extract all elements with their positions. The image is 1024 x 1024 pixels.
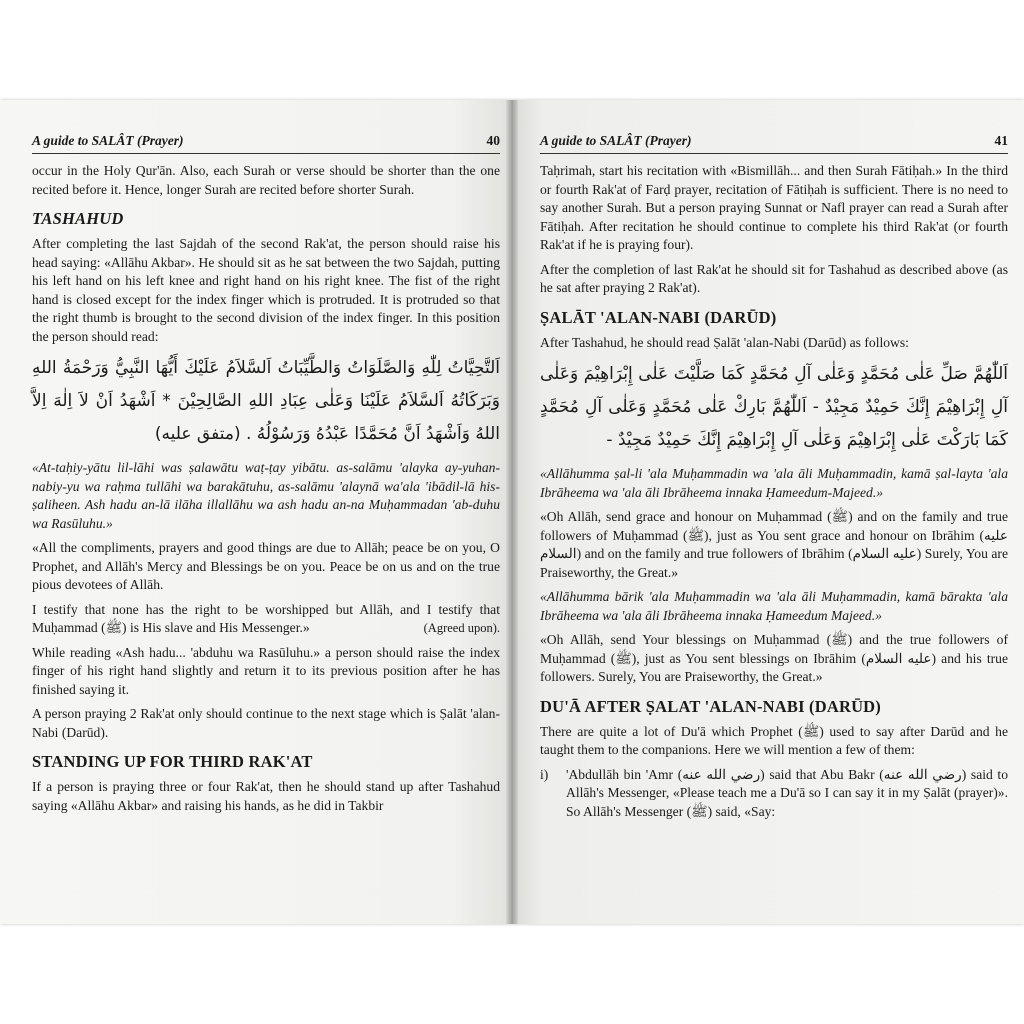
paragraph: After completing the last Sajdah of the second Rak'at, the person should raise his head saying: «Allāhu Akbar». He should sit as he sat between the two Sajdah, putting his left hand on his left knee and right hand on his right knee. The fist of the right hand is closed except for the index finger which is protruded. It is protruded so that the right thumb is brought to the second division of the index finger. In this position the person should read: [32,236,500,344]
transliteration: «Allāhumma bārik 'ala Muḥammadin wa 'ala āli Muḥammadin, kamā bārakta 'ala Ibrāheema wa 'ala āli Ibrāheema innaka Ḥameedum Majeed.» [540,589,1008,623]
paragraph: «Oh Allāh, send Your blessings on Muḥammad (ﷺ) and the true followers of Muḥammad (ﷺ), just as You sent blessings on Ibrāhim (عليه السلام) and his true followers. Surely, You are Praiseworthy, the Great.» [540,632,1008,684]
section-heading-salat: ṢALĀT 'ALAN-NABI (DARŪD) [540,307,777,327]
paragraph: There are quite a lot of Du'ā which Prophet (ﷺ) used to say after Darūd and he taught them to the companions. Here we will mention a few of them: [540,723,1008,757]
reference-note: (Agreed upon). [423,621,500,635]
running-head-title: A guide to SALÂT (Prayer) [32,133,184,148]
list-item-text: 'Abdullāh bin 'Amr (رضي الله عنه) said that Abu Bakr (رضي الله عنه) said to Allāh's Messenger, «Please teach me a Du'ā so I can say it in my Ṣalāt (prayer)». So Allāh's Messenger (ﷺ) said, «Say: [566,766,1009,819]
transliteration: «Allāhumma ṣal-li 'ala Muḥammadin wa 'ala āli Muḥammadin, kamā ṣal-layta 'ala Ibrāheema wa 'ala āli Ibrāheema innaka Ḥameedum-Majeed.» [540,466,1008,500]
arabic-text: اَللّٰهُمَّ صَلِّ عَلٰى مُحَمَّدٍ وَعَلٰى آلِ مُحَمَّدٍ كَمَا صَلَّيْتَ عَلٰى إِبْرَاهِيْمَ وَعَلٰى آلِ إِبْرَاهِيْمَ إِنَّكَ حَمِيْدٌ مَجِيْدٌ - اَللّٰهُمَّ بَارِكْ عَلٰى مُحَمَّدٍ وَعَلٰى آلِ مُحَمَّدٍ كَمَا بَارَكْتَ عَلٰى إِبْرَاهِيْمَ وَعَلٰى آلِ إِبْرَاهِيْمَ إِنَّكَ حَمِيْدٌ مَجِيْدٌ - [540,364,1008,450]
running-head-right [540,132,1008,154]
paragraph: «All the compliments, prayers and good things are due to Allāh; peace be on you, O Prophet, and Allāh's Mercy and Blessings be on you. Peace be on us and on the true pious devotees of Allāh. [32,540,500,592]
section-heading-tashahud: TASHAHUD [32,209,124,228]
page-number: 41 [994,133,1008,148]
running-head-title: A guide to SALÂT (Prayer) [540,133,692,148]
paragraph: If a person is praying three or four Rak'at, then he should stand up after Tashahud saying «Allāhu Akbar» and raising his hands, as he did in Takbir [32,779,500,813]
paragraph: occur in the Holy Qur'ān. Also, each Surah or verse should be shorter than the one recited before it. Hence, longer Surah are recited before shorter Surah. [32,163,500,197]
transliteration: «At-taḥiy-yātu lil-lāhi was ṣalawātu waṭ-ṭay yibātu. as-salāmu 'alayka ay-yuhan-nabiy-yu wa raḥma tullāhi wa barakātuhu, as-salāmu 'alaynā wa'ala 'ibādil-lā his-ṣaliheen. Ash hadu an-lā ilāha illallāhu wa ash hadu an-na Muḥammadan 'ab-duhu wa Rasūluhu.» [32,460,500,531]
section-heading-third-rakat: STANDING UP FOR THIRD RAK'AT [32,752,313,771]
section-heading-dua: DU'Ā AFTER ṢALAT 'ALAN-NABI (DARŪD) [540,696,881,716]
right-page [512,100,1024,924]
book-gutter [506,100,518,924]
paragraph: While reading «Ash hadu... 'abduhu wa Rasūluhu.» a person should raise the index finger of his right hand slightly and return it to its previous position after he has finished saying it. [32,644,500,697]
paragraph: «Oh Allāh, send grace and honour on Muḥammad (ﷺ) and on the family and true followers of Muḥammad (ﷺ), just as You sent grace and honour on Ibrāhim (عليه السلام) and on the family and true followers of Ibrāhim (عليه السلام) Surely, You are Praiseworthy, the Great.» [540,509,1008,580]
list-marker: i) [540,766,549,782]
arabic-text: اَلتَّحِيَّاتُ لِلّٰهِ وَالصَّلَوَاتُ وَالطَّيِّبَاتُ اَلسَّلاَمُ عَلَيْكَ أَيُّهَا النَّبِيُّ وَرَحْمَةُ اللهِ وَبَرَكَاتُهُ اَلسَّلاَمُ عَلَيْنَا وَعَلٰى عِبَادِ اللهِ الصَّالِحِيْنَ * اَشْهَدُ اَنْ لاَ اِلٰهَ اِلاَّ اللهُ وَاَشْهَدُ اَنَّ مُحَمَّدًا عَبْدُهُ وَرَسُوْلُهُ . (متفق عليه) [32,358,500,444]
running-head-left [32,132,500,154]
paragraph: After Tashahud, he should read Ṣalāt 'alan-Nabi (Darūd) as follows: [540,334,909,350]
paragraph: After the completion of last Rak'at he should sit for Tashahud as described above (as he sat after praying 2 Rak'at). [540,261,1008,295]
paragraph [32,601,500,638]
page-number: 40 [486,133,500,148]
left-page [0,100,512,924]
paragraph: A person praying 2 Rak'at only should continue to the next stage which is Ṣalāt 'alan-Nabi (Darūd). [32,706,500,740]
paragraph: Taḥrimah, start his recitation with «Bismillāh... and then Surah Fātiḥah.» In the third or fourth Rak'at of Farḍ prayer, recitation of Fātiḥah is sufficient. There is no need to say another Surah. But a person praying Sunnat or Nafl prayer can read a Surah after Fātiḥah. After recitation he should continue to complete his third Rak'at (or fourth Rak'at if he is praying four). [540,163,1008,252]
book-spread [0,100,1024,924]
testimony-text: I testify that none has the right to be worshipped but Allāh, and I testify that Muḥammad (ﷺ) is His slave and His Messenger.» [32,601,500,635]
list-item [540,766,1008,822]
